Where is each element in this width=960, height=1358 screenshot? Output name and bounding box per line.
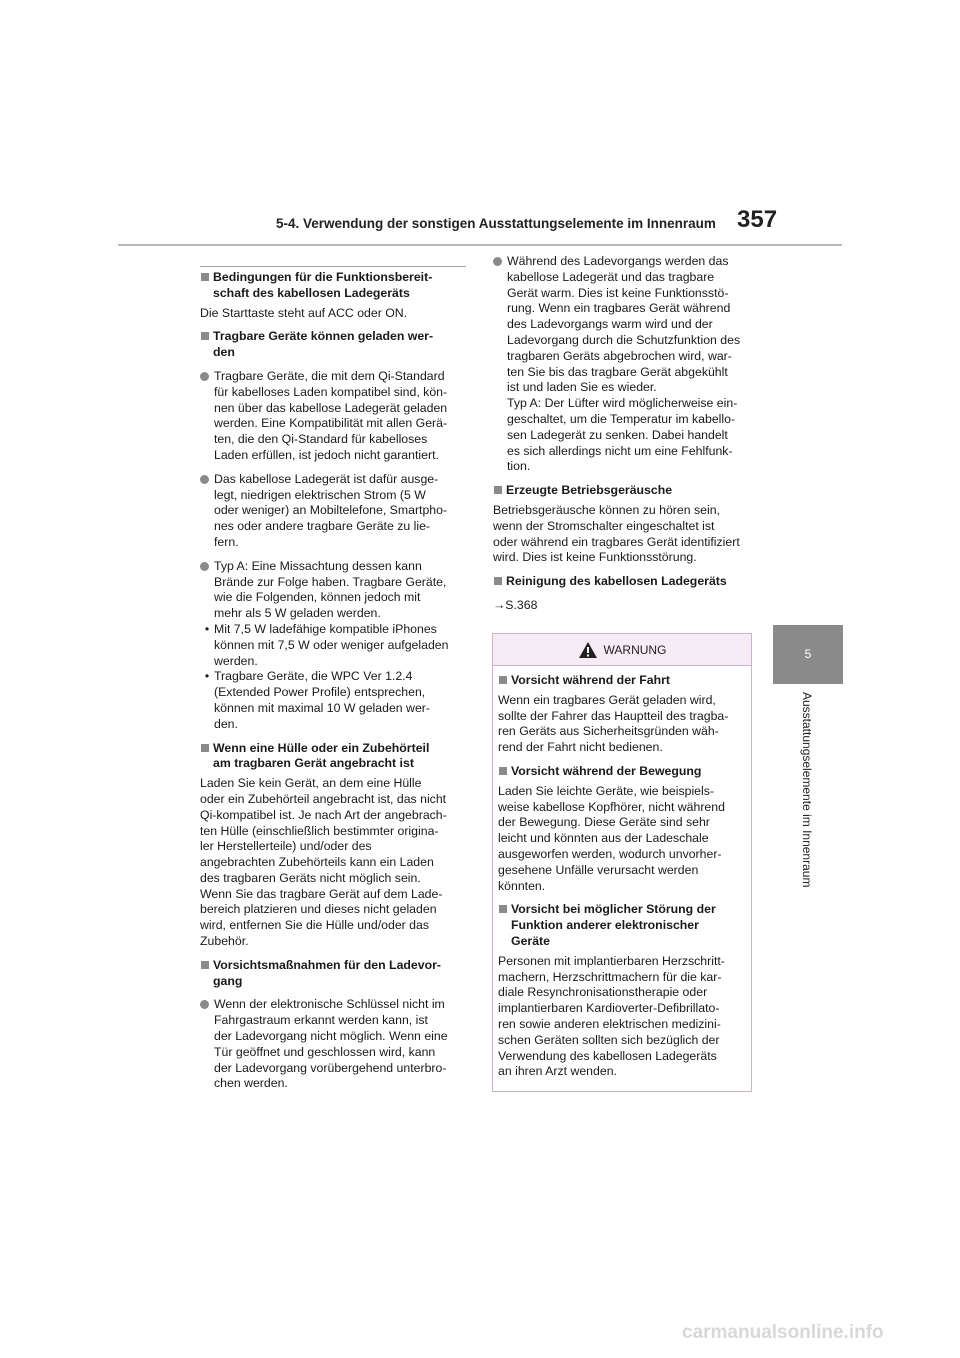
section-heading: Wenn eine Hülle oder ein Zubehörteil am tragbaren Gerät angebracht ist [200, 741, 466, 773]
paragraph: Die Starttaste steht auf ACC oder ON. [200, 305, 408, 320]
list-item: Typ A: Eine Missachtung dessen kann Brände zur Folge haben. Tragbare Geräte, wie die Folgenden, können jedoch mit mehr als 5 W geladen werden. [200, 559, 466, 622]
list-item: Das kabellose Ladegerät ist dafür ausge- legt, niedrigen elektrischen Strom (5 W oder weniger) an Mobiltelefone, Smartpho- nes oder andere tragbare Geräte zu lie- fern. [200, 472, 466, 551]
square-bullet-icon [499, 676, 507, 684]
warning-box [492, 633, 752, 1092]
warning-triangle-icon [578, 641, 598, 659]
section-heading: Bedingungen für die Funktionsbereit- schaft des kabellosen Ladegeräts [200, 270, 466, 302]
section-title: 5-4. Verwendung der sonstigen Ausstattungselemente im Innenraum [276, 216, 716, 231]
list-item: Während des Ladevorgangs werden das kabellose Ladegerät und das tragbare Gerät warm. Dies ist keine Funktionsstö- rung. Wenn ein tragbares Gerät während des Ladevorgangs warm wird und der Ladevorgang durch die Schutzfunktion des tragbaren Geräts abgebrochen wird, war- ten Sie bis das tragbare Gerät abgekühlt ist und laden Sie es wieder. Typ A: Der Lüfter wird möglicherweise ein- geschaltet, um die Temperatur im kabello- sen Ladegerät zu senken. Dabei handelt es sich allerdings nicht um eine Fehlfunk- tion. [493, 254, 759, 475]
square-bullet-icon [201, 961, 209, 969]
chapter-tab [773, 625, 843, 684]
square-bullet-icon [494, 577, 502, 585]
circle-bullet-icon [200, 562, 209, 571]
chapter-number: 5 [804, 647, 812, 661]
section-heading: Reinigung des kabellosen Ladegeräts [493, 574, 759, 590]
paragraph: Laden Sie leichte Geräte, wie beispiels- weise kabellose Kopfhörer, nicht während der Bewegung. Diese Geräte sind sehr leicht und könnten aus der Ladeschale ausgeworfen werden, wodurch unvorher- gesehene Unfälle verursacht werden könnten. [498, 783, 725, 893]
paragraph: Wenn ein tragbares Gerät geladen wird, sollte der Fahrer das Hauptteil des tragba- ren Geräts aus Sicherheitsgründen wäh- rend der Fahrt nicht bedienen. [498, 692, 729, 755]
sub-list-item: • Mit 7,5 W ladefähige kompatible iPhones können mit 7,5 W oder weniger aufgeladen werden. [200, 622, 466, 669]
square-bullet-icon [494, 486, 502, 494]
paragraph: Betriebsgeräusche können zu hören sein, wenn der Stromschalter eingeschaltet ist oder während ein tragbares Gerät identifiziert wird. Dies ist keine Funktionsstörung. [493, 502, 740, 565]
warning-body [493, 666, 751, 1080]
section-heading: Vorsicht bei möglicher Störung der Funktion anderer elektronischer Geräte [498, 902, 747, 949]
chapter-side-label [797, 692, 817, 952]
warning-label: WARNUNG [603, 642, 667, 657]
right-column [493, 254, 759, 614]
section-heading: Erzeugte Betriebsgeräusche [493, 483, 759, 499]
circle-bullet-icon [200, 1000, 209, 1009]
list-item: Tragbare Geräte, die mit dem Qi-Standard für kabelloses Laden kompatibel sind, kön- nen über das kabellose Ladegerät geladen werden. Eine Kompatibilität mit allen Gerä- ten, die den Qi-Standard für kabelloses Laden erfüllen, ist jedoch nicht garantiert. [200, 369, 466, 464]
square-bullet-icon [499, 905, 507, 913]
paragraph: Laden Sie kein Gerät, an dem eine Hülle oder ein Zubehörteil angebracht ist, das nicht Qi-kompatibel ist. Je nach Art der angebrach- ten Hülle (einschließlich bestimmter origina- ler Herstellerteile) und/oder des angebrachten Zubehörteils kann ein Laden des tragbaren Geräts nicht möglich sein. Wenn Sie das tragbare Gerät auf dem Lade- bereich platzieren und dieses nicht geladen wird, entfernen Sie die Hülle und/oder das Zubehör. [200, 776, 447, 949]
warning-header [493, 634, 751, 666]
left-column [200, 266, 466, 1092]
section-heading: Vorsicht während der Bewegung [498, 764, 747, 780]
paragraph: Personen mit implantierbaren Herzschritt- machern, Herzschrittmachern für die kar- diale Resynchronisationstherapie oder implantierbaren Kardioverter-Defibrillato- ren sowie anderen elektrischen medizini- schen Geräten sollten sich bezüglich der Verwendung des kabellosen Ladegeräts an ihren Arzt wenden. [498, 953, 725, 1079]
circle-bullet-icon [200, 372, 209, 381]
square-bullet-icon [201, 744, 209, 752]
watermark: carmanualsonline.info [682, 1322, 884, 1343]
section-heading: Vorsichtsmaßnahmen für den Ladevor- gang [200, 958, 466, 990]
section-heading: Vorsicht während der Fahrt [498, 673, 747, 689]
sub-bullet-marker: • [204, 621, 210, 636]
circle-bullet-icon [493, 257, 502, 266]
chapter-label: Ausstattungselemente im Innenraum [800, 692, 814, 888]
header-rule [118, 244, 842, 246]
sub-bullet-marker: • [204, 669, 210, 684]
page-reference-link[interactable]: →S.368 [493, 597, 538, 612]
square-bullet-icon [201, 273, 209, 281]
sub-list-item: • Tragbare Geräte, die WPC Ver 1.2.4 (Extended Power Profile) entsprechen, können mit maximal 10 W geladen wer- den. [200, 669, 466, 732]
column-top-rule [200, 266, 466, 267]
square-bullet-icon [201, 332, 209, 340]
page-number: 357 [737, 206, 778, 233]
section-heading: Tragbare Geräte können geladen wer- den [200, 329, 466, 361]
square-bullet-icon [499, 767, 507, 775]
circle-bullet-icon [200, 475, 209, 484]
list-item: Wenn der elektronische Schlüssel nicht im Fahrgastraum erkannt werden kann, ist der Ladevorgang nicht möglich. Wenn eine Tür geöffnet und geschlossen wird, kann der Ladevorgang vorübergehend unterbro- chen werden. [200, 997, 466, 1092]
